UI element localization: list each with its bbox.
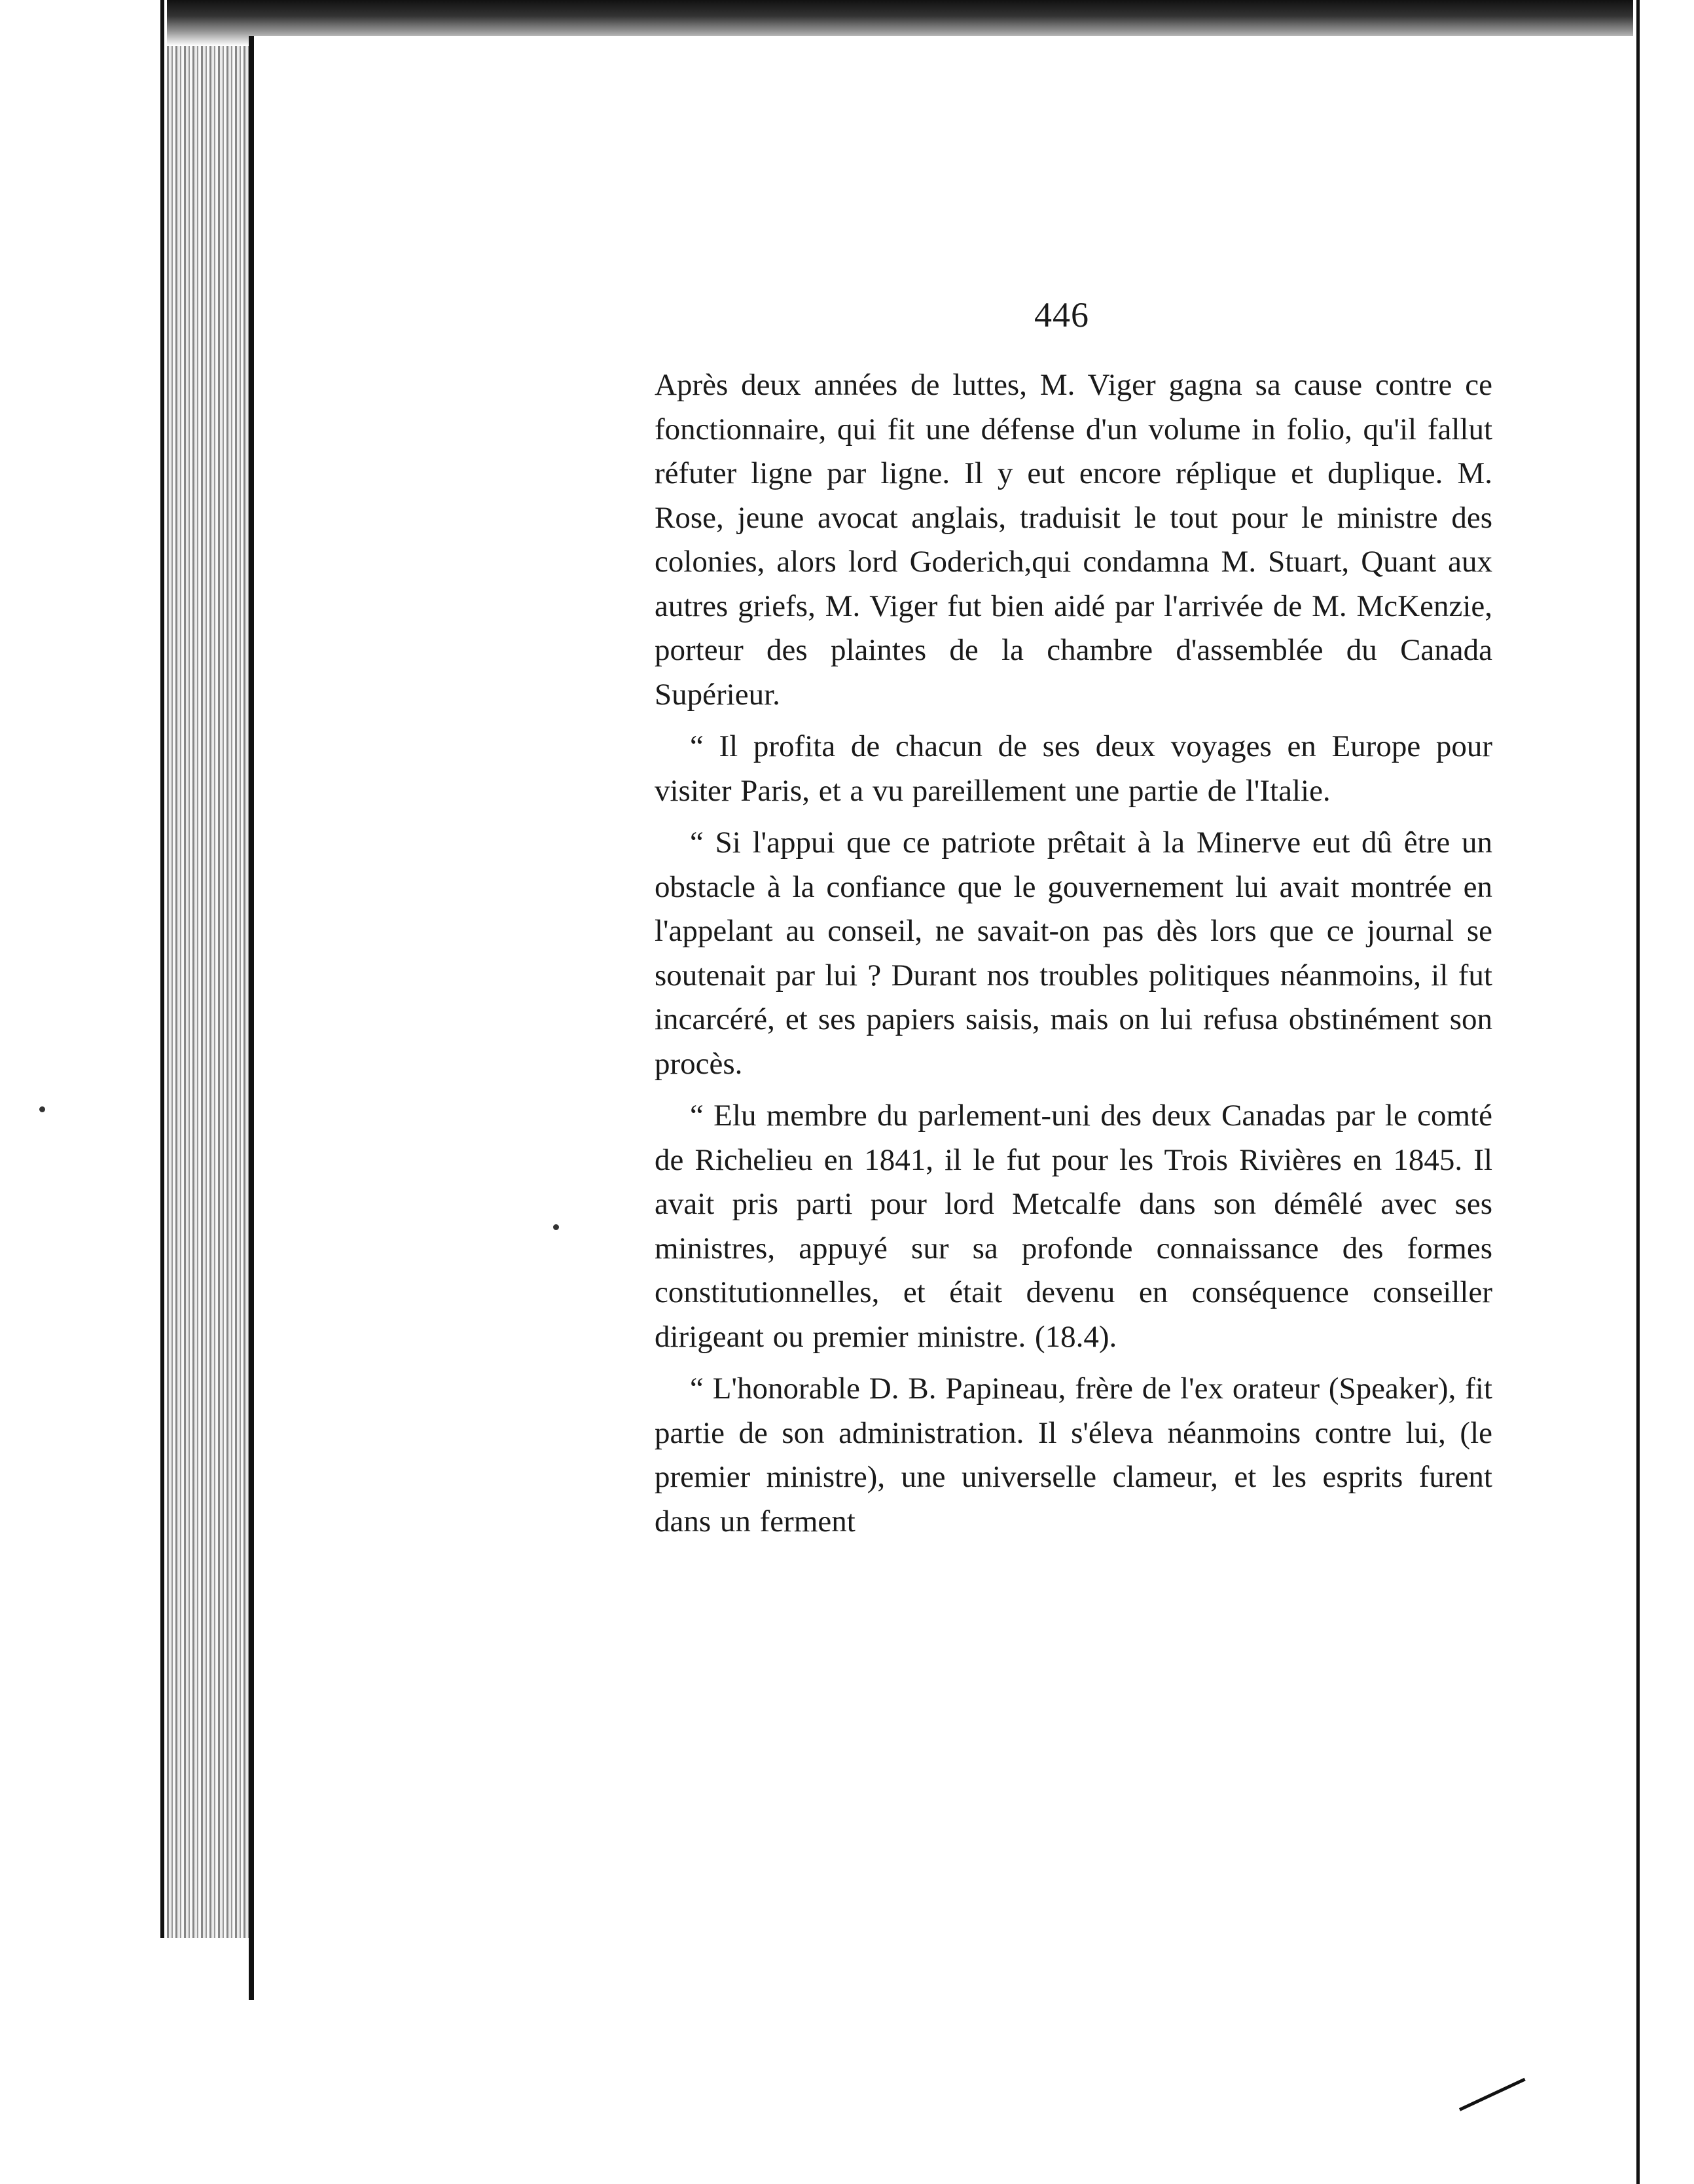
body-text: [655, 363, 1492, 1552]
paragraph: Après deux années de luttes, M. Viger gagna sa cause contre ce fonctionnaire, qui fit une défense d'un volume in folio, qu'il fallut réfuter ligne par ligne. Il y eut encore réplique et duplique. M. Rose, jeune avocat anglais, traduisit le tout pour le ministre des colonies, alors lord Goderich,qui condamna M. Stuart, Quant aux autres griefs, M. Viger fut bien aidé par l'arrivée de M. McKenzie, porteur des plaintes de la chambre d'assemblée du Canada Supérieur.: [655, 368, 1492, 712]
paragraph: “ Si l'appui que ce patriote prêtait à la Minerve eut dû être un obstacle à la confiance que le gouvernement lui avait montrée en l'appelant au conseil, ne savait-on pas dès lors que ce journal se soutenait par lui ? Durant nos troubles politiques néanmoins, il fut incarcéré, et ses papiers saisis, mais on lui refusa obstinément son procès.: [655, 826, 1492, 1081]
scan-right-edge: [1636, 0, 1640, 2184]
page-number: 446: [1034, 295, 1089, 335]
paragraph: “ Il profita de chacun de ses deux voyages en Europe pour visiter Paris, et a vu pareillement une partie de l'Italie.: [655, 729, 1492, 808]
book-page-edges: [167, 13, 252, 1938]
scan-left-edge: [160, 0, 164, 1938]
scan-speck: [553, 1224, 559, 1230]
paragraph: “ L'honorable D. B. Papineau, frère de l'ex orateur (Speaker), fit partie de son administration. Il s'éleva néanmoins contre lui, (le premier ministre), une universelle clameur, et les esprits furent dans un ferment: [655, 1372, 1492, 1538]
scan-corner-mark: [1459, 2078, 1526, 2111]
paragraph: “ Elu membre du parlement-uni des deux Canadas par le comté de Richelieu en 1841, il le fut pour les Trois Rivières en 1845. Il avait pris parti pour lord Metcalfe dans son démêlé avec ses ministres, appuyé sur sa profonde connaissance des formes constitutionnelles, et était devenu en conséquence conseiller dirigeant ou premier ministre. (18.4).: [655, 1099, 1492, 1354]
scan-speck: [39, 1106, 45, 1112]
